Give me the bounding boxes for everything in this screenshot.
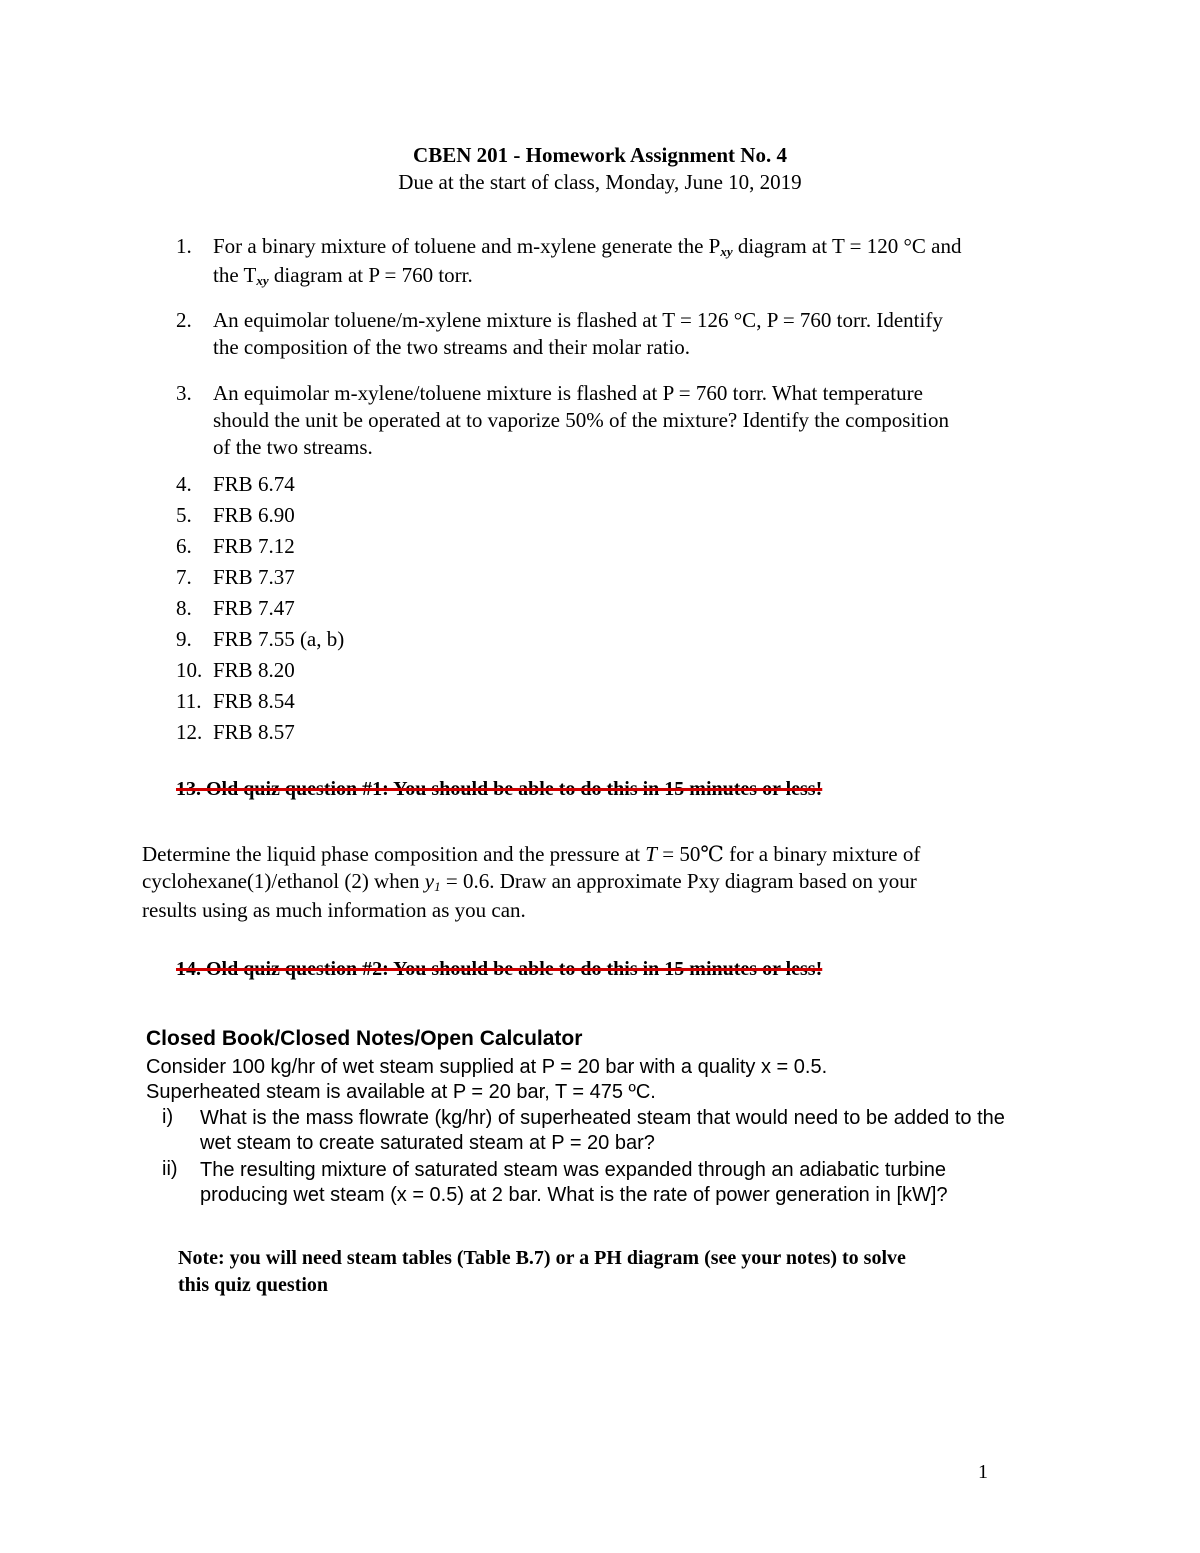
quiz-box-line: Consider 100 kg/hr of wet steam supplied at P = 20 bar with a quality x = 0.5. bbox=[146, 1056, 828, 1078]
subscript: xy bbox=[720, 244, 733, 259]
quiz-text: cyclohexane(1)/ethanol (2) when bbox=[142, 869, 425, 893]
quiz-1-body bbox=[142, 841, 1042, 924]
due-date: Due at the start of class, Monday, June 10, 2019 bbox=[398, 170, 802, 194]
quiz-note bbox=[178, 1245, 1078, 1299]
problem-text: the composition of the two streams and their molar ratio. bbox=[213, 335, 691, 359]
quiz-1-heading: 13. Old quiz question #1: You should be able to do this in 15 minutes or less! bbox=[176, 778, 823, 800]
quiz-text: Determine the liquid phase composition and the pressure at bbox=[142, 842, 646, 866]
problem-text: FRB 7.37 bbox=[213, 565, 295, 589]
problem-number: 1. bbox=[176, 234, 192, 258]
problem-number: 6. bbox=[176, 534, 192, 558]
problem-text: An equimolar m-xylene/toluene mixture is flashed at P = 760 torr. What temperature bbox=[213, 381, 923, 405]
problem-number: 5. bbox=[176, 503, 192, 527]
subquestion-number: ii) bbox=[162, 1158, 178, 1180]
quiz-box-line: Superheated steam is available at P = 20 bar, T = 475 ºC. bbox=[146, 1081, 656, 1103]
problem-number: 7. bbox=[176, 565, 192, 589]
problem-text: diagram at P = 760 torr. bbox=[268, 263, 473, 287]
quiz-text: wet steam to create saturated steam at P = 20 bar? bbox=[200, 1132, 655, 1154]
problem-text: An equimolar toluene/m-xylene mixture is flashed at T = 126 °C, P = 760 torr. Identify bbox=[213, 308, 943, 332]
problem-text: FRB 8.54 bbox=[213, 689, 295, 713]
problem-text: should the unit be operated at to vaporize 50% of the mixture? Identify the composition bbox=[213, 408, 949, 432]
variable: y bbox=[424, 869, 435, 893]
subscript: xy bbox=[256, 273, 269, 288]
note-text: this quiz question bbox=[178, 1274, 329, 1296]
problem-number: 2. bbox=[176, 308, 192, 332]
quiz-box-title: Closed Book/Closed Notes/Open Calculator bbox=[146, 1027, 583, 1050]
problem-number: 4. bbox=[176, 472, 192, 496]
quiz-text: results using as much information as you can. bbox=[142, 898, 526, 922]
problem-number: 12. bbox=[176, 720, 203, 744]
quiz-text: The resulting mixture of saturated steam was expanded through an adiabatic turbine bbox=[200, 1159, 946, 1181]
problem-text: the T bbox=[213, 263, 257, 287]
page-title: CBEN 201 - Homework Assignment No. 4 bbox=[413, 143, 787, 167]
note-text: Note: you will need steam tables (Table B.7) or a PH diagram (see your notes) to solve bbox=[178, 1247, 906, 1269]
problem-number: 9. bbox=[176, 627, 192, 651]
problem-text: FRB 7.12 bbox=[213, 534, 295, 558]
problem-number: 8. bbox=[176, 596, 192, 620]
problem-text: FRB 8.20 bbox=[213, 658, 295, 682]
problem-text: FRB 7.47 bbox=[213, 596, 295, 620]
problem-text: FRB 6.90 bbox=[213, 503, 295, 527]
quiz-text: What is the mass flowrate (kg/hr) of superheated steam that would need to be added to the bbox=[200, 1107, 1005, 1129]
quiz-text: producing wet steam (x = 0.5) at 2 bar. What is the rate of power generation in [kW]? bbox=[200, 1184, 948, 1206]
problem-number: 3. bbox=[176, 381, 192, 405]
quiz-text: = 0.6. Draw an approximate Pxy diagram based on your bbox=[440, 869, 917, 893]
quiz-text: = 50℃ for a binary mixture of bbox=[656, 842, 921, 866]
subquestion-number: i) bbox=[162, 1106, 174, 1128]
problem-text: FRB 6.74 bbox=[213, 472, 295, 496]
problem-text: of the two streams. bbox=[213, 435, 373, 459]
problem-text: FRB 8.57 bbox=[213, 720, 295, 744]
subscript: 1 bbox=[434, 879, 441, 894]
problem-text: FRB 7.55 (a, b) bbox=[213, 627, 345, 651]
quiz-2-heading: 14. Old quiz question #2: You should be able to do this in 15 minutes or less! bbox=[176, 958, 823, 980]
problem-text: For a binary mixture of toluene and m-xylene generate the P bbox=[213, 234, 721, 258]
variable: T bbox=[645, 842, 657, 866]
problem-number: 11. bbox=[176, 689, 202, 713]
problem-number: 10. bbox=[176, 658, 203, 682]
page-number: 1 bbox=[978, 1461, 988, 1483]
problem-text: diagram at T = 120 °C and bbox=[732, 234, 962, 258]
